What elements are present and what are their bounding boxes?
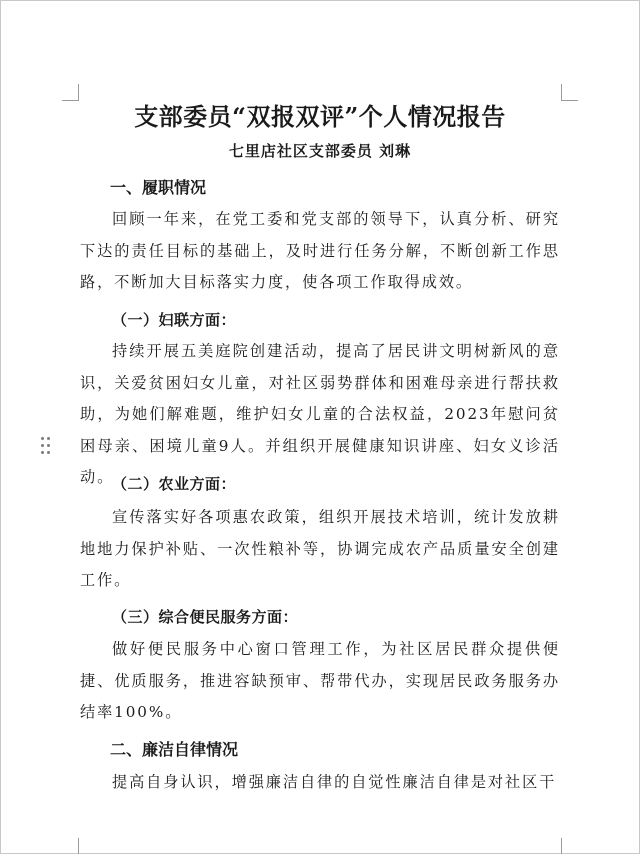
- subsection-heading-women-federation: （一）妇联方面：: [112, 311, 237, 329]
- section-heading-1: 一、履职情况: [110, 178, 207, 197]
- section-heading-2: 二、廉洁自律情况: [110, 740, 239, 759]
- subsection-body-services: 做好便民服务中心窗口管理工作，为社区居民群众提供便捷、优质服务，推进容缺预审、帮带代办，实现居民政务服务办结率100%。: [80, 640, 560, 721]
- margin-corner-top-left: [62, 84, 79, 101]
- section-2-intro: 提高自身认识，增强廉洁自律的自觉性廉洁自律是对社区干: [112, 773, 557, 791]
- subsection-body-agriculture: 宣传落实好各项惠农政策，组织开展技术培训，统计发放耕地地力保护补贴、一次性粮补等，协调完成农产品质量安全创建工作。: [80, 508, 560, 589]
- document-title: 支部委员“双报双评”个人情况报告: [134, 102, 506, 131]
- document-subtitle: 七里店社区支部委员 刘琳: [228, 142, 412, 160]
- paragraph-drag-handle-icon[interactable]: [41, 437, 51, 455]
- subsection-heading-services: （三）综合便民服务方面：: [112, 608, 299, 626]
- subsection-body-women-federation: 持续开展五美庭院创建活动，提高了居民讲文明树新风的意识，关爱贫困妇女儿童，对社区弱势群体和困难母亲进行帮扶救助，为她们解难题，维护妇女儿童的合法权益，2023年慰问贫困母亲、困境儿童9人。并组织开展健康知识讲座、妇女义诊活动。: [80, 342, 560, 486]
- section-1-intro: 回顾一年来，在党工委和党支部的领导下，认真分析、研究下达的责任目标的基础上，及时进行任务分解，不断创新工作思路，不断加大目标落实力度，使各项工作取得成效。: [80, 210, 560, 291]
- subsection-heading-agriculture: （二）农业方面：: [112, 475, 237, 493]
- margin-corner-bottom-left: [62, 838, 79, 854]
- margin-corner-bottom-right: [561, 838, 578, 854]
- margin-corner-top-right: [561, 84, 578, 101]
